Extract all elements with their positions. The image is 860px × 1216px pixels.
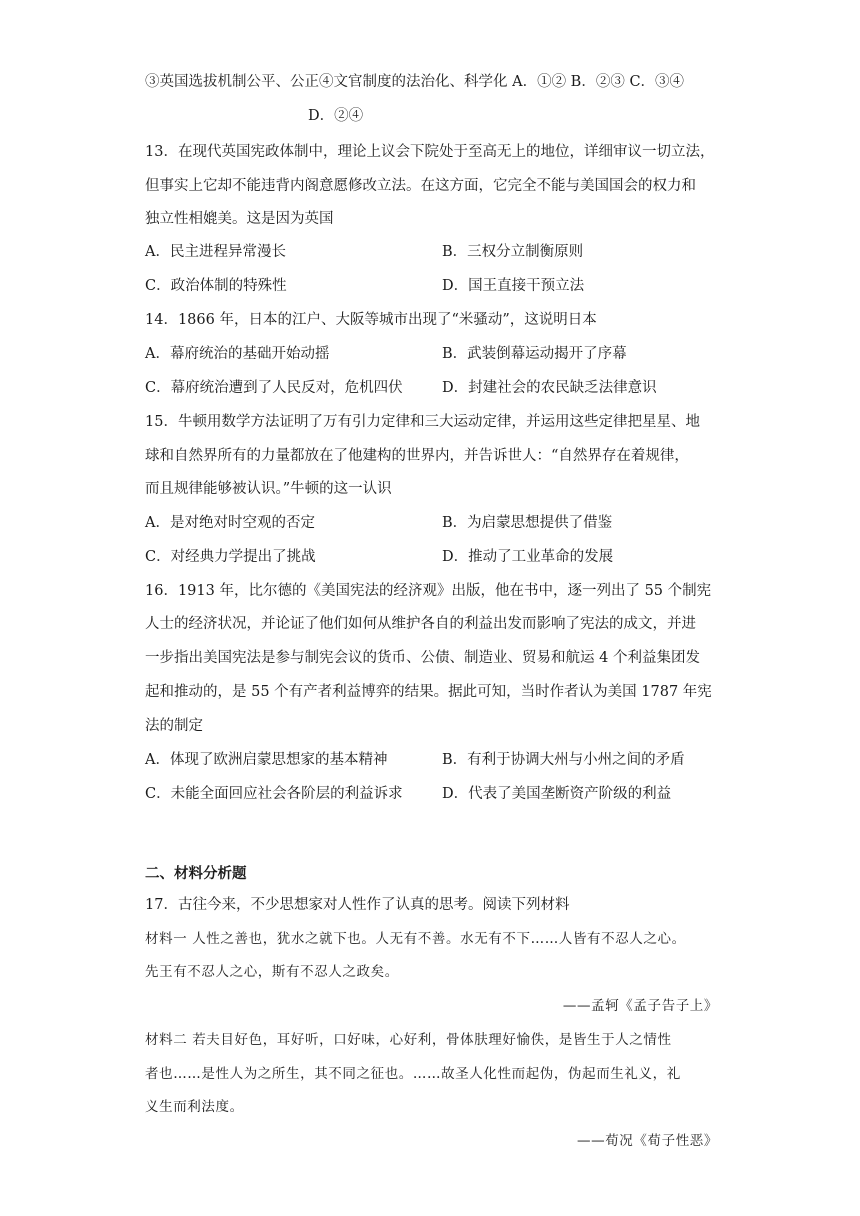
q13-option-d: D．国王直接干预立法	[442, 278, 585, 294]
q14-option-a: A．幕府统治的基础开始动摇	[145, 346, 330, 362]
q16-stem-line: 一步指出美国宪法是参与制宪会议的货币、公债、制造业、贸易和航运 4 个利益集团发	[145, 650, 700, 666]
section-title: 二、材料分析题	[145, 866, 247, 882]
q16-option-c: C．未能全面回应社会各阶层的利益诉求	[145, 786, 403, 802]
q12-option-d: D．②④	[308, 108, 364, 124]
q16-stem-line: 16．1913 年，比尔德的《美国宪法的经济观》出版，他在书中，逐一列出了 55 个制宪	[145, 583, 712, 599]
q16-stem-line: 法的制定	[145, 718, 203, 734]
q16-stem-line: 起和推动的，是 55 个有产者利益博弈的结果。据此可知，当时作者认为美国 1787 年宪	[145, 684, 712, 700]
material1-source: ——孟轲《孟子告子上》	[562, 998, 718, 1014]
material2-line: 材料二 若夫目好色，耳好听，口好味，心好利，骨体肤理好愉佚，是皆生于人之情性	[145, 1032, 672, 1048]
q15-option-c: C．对经典力学提出了挑战	[145, 549, 316, 565]
q15-stem-line: 15．牛顿用数学方法证明了万有引力定律和三大运动定律，并运用这些定律把星星、地	[145, 414, 700, 430]
q13-stem-line: 独立性相媲美。这是因为英国	[145, 211, 334, 227]
material1-line: 材料一 人性之善也，犹水之就下也。人无有不善。水无有不下……人皆有不忍人之心。	[145, 931, 686, 947]
material2-line: 义生而利法度。	[145, 1099, 244, 1115]
material2-source: ——荀况《荀子性恶》	[577, 1133, 718, 1149]
q16-option-a: A．体现了欧洲启蒙思想家的基本精神	[145, 752, 388, 768]
q15-stem-line: 而且规律能够被认识。”牛顿的这一认识	[145, 481, 392, 497]
q13-option-b: B．三权分立制衡原则	[442, 244, 584, 260]
q15-option-d: D．推动了工业革命的发展	[442, 549, 614, 565]
q14-option-d: D．封建社会的农民缺乏法律意识	[442, 380, 657, 396]
q17-stem: 17．古往今来，不少思想家对人性作了认真的思考。阅读下列材料	[145, 897, 570, 913]
q15-option-a: A．是对绝对时空观的否定	[145, 515, 315, 531]
material1-line: 先王有不忍人之心，斯有不忍人之政矣。	[145, 964, 399, 980]
q13-option-a: A．民主进程异常漫长	[145, 244, 286, 260]
q14-stem-line: 14．1866 年，日本的江户、大阪等城市出现了“米骚动”，这说明日本	[145, 312, 597, 328]
q12-options-line: ③英国选拔机制公平、公正④文官制度的法治化、科学化 A．①② B．②③ C．③④	[145, 74, 685, 90]
q15-option-b: B．为启蒙思想提供了借鉴	[442, 515, 613, 531]
q15-stem-line: 球和自然界所有的力量都放在了他建构的世界内，并告诉世人：“自然界存在着规律，	[145, 448, 689, 464]
q13-option-c: C．政治体制的特殊性	[145, 278, 287, 294]
q13-stem-line: 但事实上它却不能违背内阁意愿修改立法。在这方面，它完全不能与美国国会的权力和	[145, 178, 696, 194]
material2-line: 者也……是性人为之所生，其不同之征也。……故圣人化性而起伪，伪起而生礼义，礼	[145, 1066, 681, 1082]
q13-stem-line: 13．在现代英国宪政体制中，理论上议会下院处于至高无上的地位，详细审议一切立法，	[145, 144, 715, 160]
q16-stem-line: 人士的经济状况，并论证了他们如何从维护各自的利益出发而影响了宪法的成文，并进	[145, 616, 696, 632]
q14-option-c: C．幕府统治遭到了人民反对，危机四伏	[145, 380, 403, 396]
q16-option-b: B．有利于协调大州与小州之间的矛盾	[442, 752, 685, 768]
q14-option-b: B．武装倒幕运动揭开了序幕	[442, 346, 627, 362]
q16-option-d: D．代表了美国垄断资产阶级的利益	[442, 786, 672, 802]
